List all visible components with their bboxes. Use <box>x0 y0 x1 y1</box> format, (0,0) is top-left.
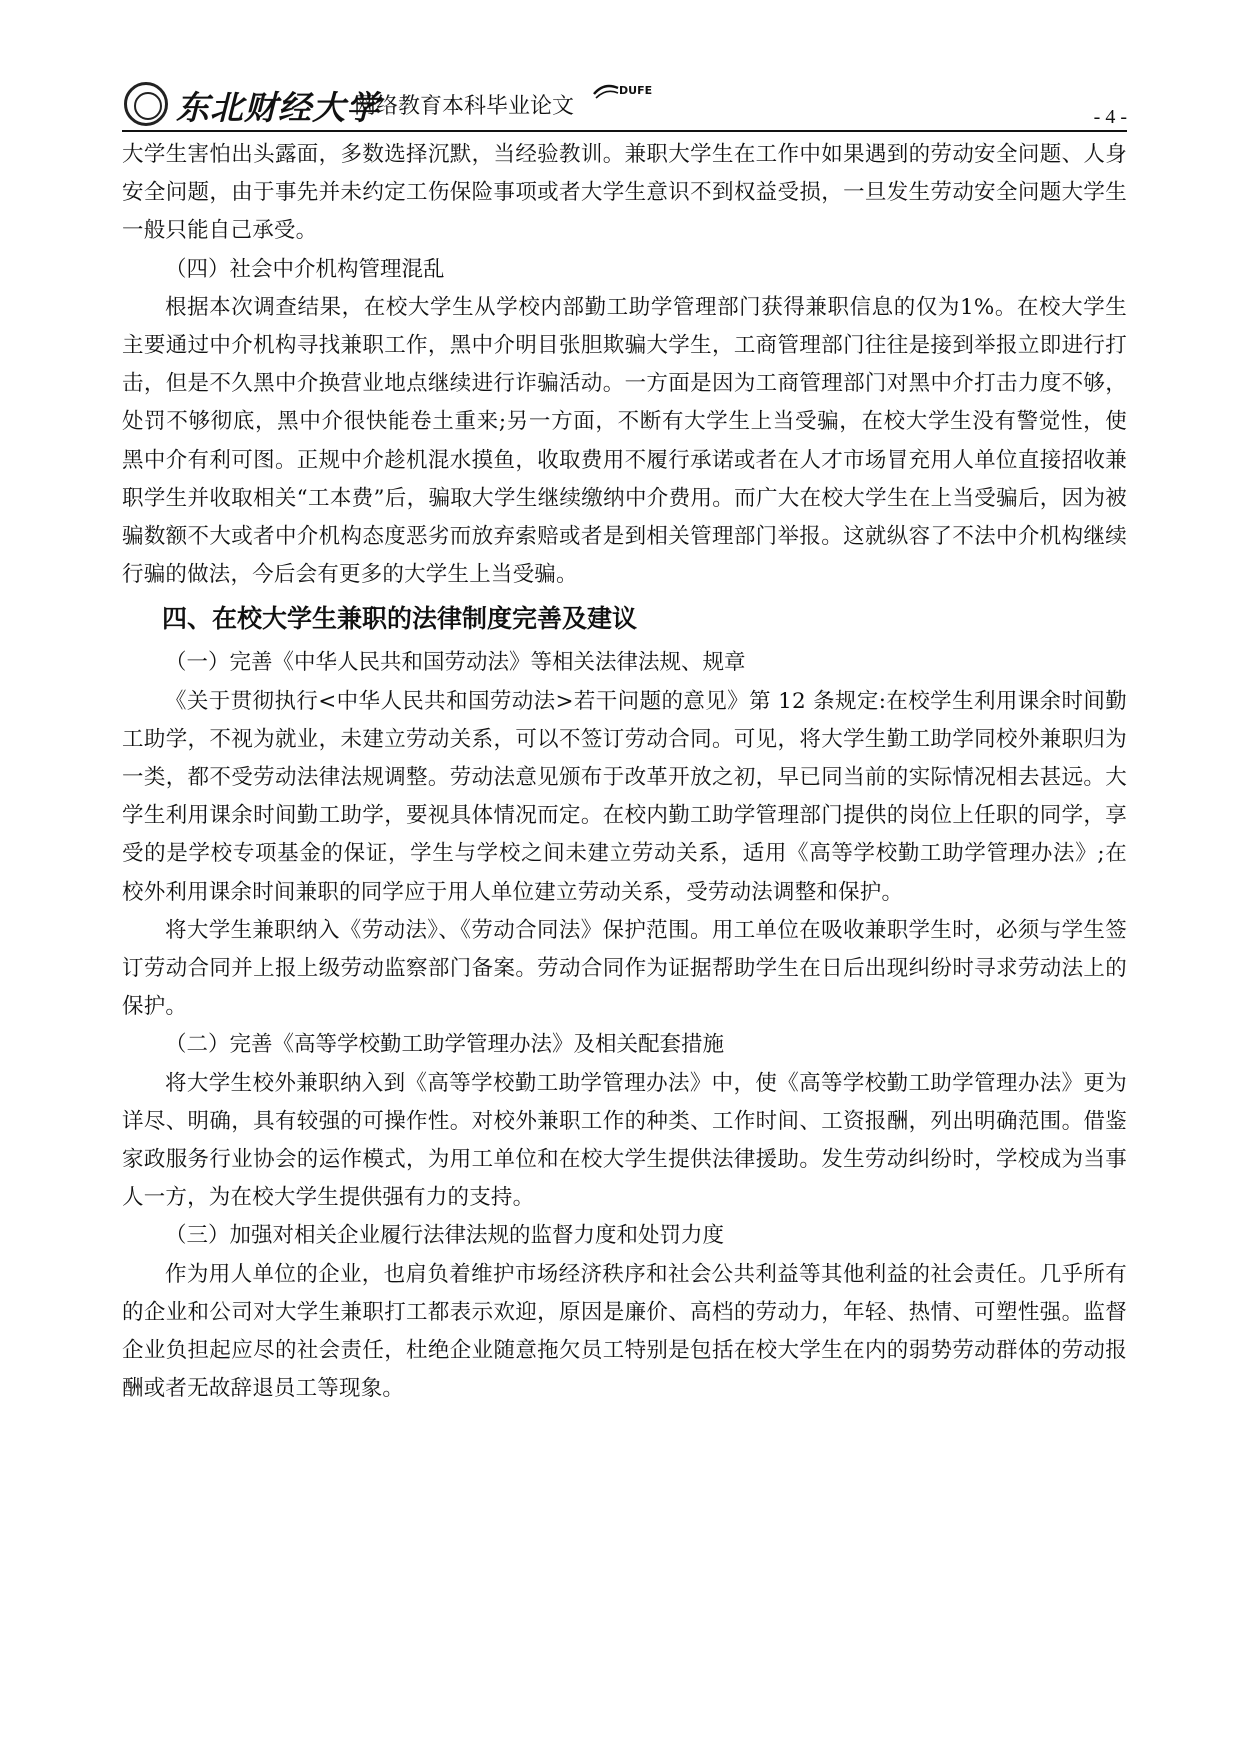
subheading-1: （一）完善《中华人民共和国劳动法》等相关法律法规、规章 <box>165 650 746 676</box>
dufe-logo-text: DUFE <box>619 84 652 97</box>
paragraph: 将大学生校外兼职纳入到《高等学校勤工助学管理办法》中，使《高等学校勤工助学管理办法》更为详尽、明确，具有较强的可操作性。对校外兼职工作的种类、工作时间、工资报酬，列出明确范围。借鉴家政服务行业协会的运作模式，为用工单位和在校大学生提供法律援助。发生劳动纠纷时，学校成为当事人一方，为在校大学生提供强有力的支持。 <box>122 1070 1127 1211</box>
subheading-2: （二）完善《高等学校勤工助学管理办法》及相关配套措施 <box>165 1032 725 1058</box>
dufe-logo-icon <box>592 78 652 104</box>
university-logo-text: 东北财经大学 <box>176 88 380 127</box>
subheading-4: （四）社会中介机构管理混乱 <box>165 256 445 282</box>
paragraph: 作为用人单位的企业，也肩负着维护市场经济秩序和社会公共利益等其他利益的社会责任。几乎所有的企业和公司对大学生兼职打工都表示欢迎，原因是廉价、高档的劳动力，年轻、热情、可塑性强。监督企业负担起应尽的社会责任，杜绝企业随意拖欠员工特别是包括在校大学生在内的弱势劳动群体的劳动报酬或者无故辞退员工等现象。 <box>122 1261 1127 1402</box>
page-header <box>122 78 1127 136</box>
subheading-3: （三）加强对相关企业履行法律法规的监督力度和处罚力度 <box>165 1223 725 1249</box>
university-seal-icon <box>124 82 168 126</box>
header-subtitle: 网络教育本科毕业论文 <box>354 94 575 119</box>
header-rule <box>122 130 1127 132</box>
page-number: - 4 - <box>1093 106 1127 128</box>
document-body <box>122 136 1127 1409</box>
paragraph-continued: 大学生害怕出头露面，多数选择沉默，当经验教训。兼职大学生在工作中如果遇到的劳动安全问题、人身安全问题，由于事先并未约定工伤保险事项或者大学生意识不到权益受损，一旦发生劳动安全问题大学生一般只能自己承受。 <box>122 142 1127 244</box>
paragraph: 《关于贯彻执行<中华人民共和国劳动法>若干问题的意见》第 12 条规定:在校学生利用课余时间勤工助学，不视为就业，未建立劳动关系，可以不签订劳动合同。可见，将大学生勤工助学同校外兼职归为一类，都不受劳动法律法规调整。劳动法意见颁布于改革开放之初，早已同当前的实际情况相去甚远。大学生利用课余时间勤工助学，要视具体情况而定。在校内勤工助学管理部门提供的岗位上任职的同学，享受的是学校专项基金的保证，学生与学校之间未建立劳动关系，适用《高等学校勤工助学管理办法》;在校外利用课余时间兼职的同学应于用人单位建立劳动关系，受劳动法调整和保护。 <box>122 688 1127 905</box>
section-heading: 四、在校大学生兼职的法律制度完善及建议 <box>162 604 638 634</box>
paragraph: 将大学生兼职纳入《劳动法》、《劳动合同法》保护范围。用工单位在吸收兼职学生时，必须与学生签订劳动合同并上报上级劳动监察部门备案。劳动合同作为证据帮助学生在日后出现纠纷时寻求劳动法上的保护。 <box>122 917 1127 1020</box>
paragraph: 根据本次调查结果，在校大学生从学校内部勤工助学管理部门获得兼职信息的仅为1%。在校大学生主要通过中介机构寻找兼职工作，黑中介明目张胆欺骗大学生，工商管理部门往往是接到举报立即进行打击，但是不久黑中介换营业地点继续进行诈骗活动。一方面是因为工商管理部门对黑中介打击力度不够，处罚不够彻底，黑中介很快能卷土重来;另一方面，不断有大学生上当受骗，在校大学生没有警觉性，使黑中介有利可图。正规中介趁机混水摸鱼，收取费用不履行承诺或者在人才市场冒充用人单位直接招收兼职学生并收取相关“工本费”后，骗取大学生继续缴纳中介费用。而广大在校大学生在上当受骗后，因为被骗数额不大或者中介机构态度恶劣而放弃索赔或者是到相关管理部门举报。这就纵容了不法中介机构继续行骗的做法，今后会有更多的大学生上当受骗。 <box>122 294 1127 588</box>
